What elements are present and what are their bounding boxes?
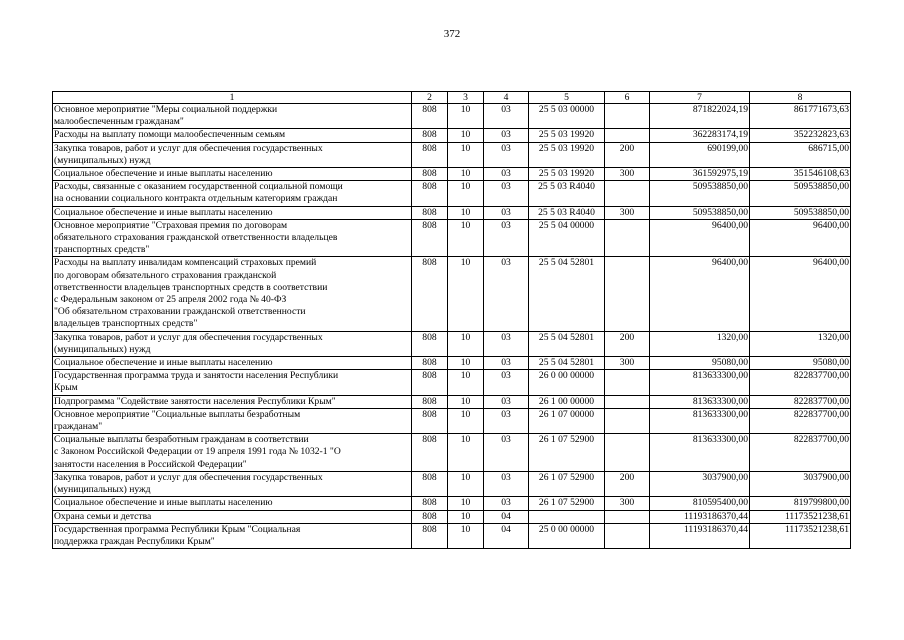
expense-type-cell [605, 370, 650, 395]
row-name-cell: Государственная программа труда и занятости населения Республики Крым [53, 370, 412, 395]
subsection-cell: 03 [484, 181, 529, 206]
section-cell: 10 [448, 395, 484, 408]
amount-cell-2: 11173521238,61 [750, 523, 851, 548]
section-cell: 10 [448, 370, 484, 395]
amount-cell-2: 95080,00 [750, 357, 851, 370]
table-row [53, 523, 851, 548]
amount-cell-1: 813633300,00 [650, 434, 750, 472]
target-article-cell: 25 5 03 00000 [529, 104, 605, 129]
target-article-cell: 26 0 00 00000 [529, 370, 605, 395]
target-article-cell: 26 1 07 52900 [529, 434, 605, 472]
target-article-cell: 26 1 07 00000 [529, 408, 605, 433]
table-row [53, 434, 851, 472]
amount-cell-1: 509538850,00 [650, 181, 750, 206]
table-row [53, 357, 851, 370]
admin-code-cell: 808 [412, 523, 448, 548]
expense-type-cell: 200 [605, 142, 650, 167]
column-header: 4 [484, 92, 529, 104]
expense-type-cell [605, 510, 650, 523]
admin-code-cell: 808 [412, 257, 448, 331]
section-cell: 10 [448, 408, 484, 433]
table-row [53, 219, 851, 257]
row-name-cell: Закупка товаров, работ и услуг для обеспечения государственных (муниципальных) нужд [53, 471, 412, 496]
section-cell: 10 [448, 206, 484, 219]
expense-type-cell [605, 408, 650, 433]
section-cell: 10 [448, 523, 484, 548]
target-article-cell: 26 1 07 52900 [529, 471, 605, 496]
target-article-cell: 25 5 03 R4040 [529, 181, 605, 206]
expense-type-cell [605, 129, 650, 142]
amount-cell-1: 813633300,00 [650, 408, 750, 433]
row-name-cell: Подпрограмма "Содействие занятости населения Республики Крым" [53, 395, 412, 408]
subsection-cell: 03 [484, 257, 529, 331]
amount-cell-1: 362283174,19 [650, 129, 750, 142]
subsection-cell: 03 [484, 331, 529, 356]
amount-cell-1: 361592975,19 [650, 168, 750, 181]
table-row [53, 370, 851, 395]
row-name-cell: Охрана семьи и детства [53, 510, 412, 523]
section-cell: 10 [448, 510, 484, 523]
amount-cell-2: 822837700,00 [750, 408, 851, 433]
section-cell: 10 [448, 331, 484, 356]
amount-cell-1: 813633300,00 [650, 395, 750, 408]
row-name-cell: Расходы на выплату инвалидам компенсаций страховых премий по договорам обязательного страхования гражданской ответственности владельцев транспортных средств в соответствии с Федеральным законом от 25 апреля 2002 года № 40-ФЗ "Об обязательном страховании гражданской ответственности владельцев транспортных средств" [53, 257, 412, 331]
expense-type-cell [605, 395, 650, 408]
target-article-cell: 25 5 03 R4040 [529, 206, 605, 219]
amount-cell-1: 871822024,19 [650, 104, 750, 129]
expense-type-cell: 300 [605, 357, 650, 370]
subsection-cell: 03 [484, 434, 529, 472]
table-row [53, 471, 851, 496]
section-cell: 10 [448, 257, 484, 331]
column-header: 3 [448, 92, 484, 104]
table-row [53, 257, 851, 331]
table-row [53, 181, 851, 206]
page-number: 372 [443, 28, 461, 40]
admin-code-cell: 808 [412, 181, 448, 206]
section-cell: 10 [448, 142, 484, 167]
admin-code-cell: 808 [412, 219, 448, 257]
table-row [53, 395, 851, 408]
expense-type-cell [605, 523, 650, 548]
admin-code-cell: 808 [412, 434, 448, 472]
amount-cell-2: 3037900,00 [750, 471, 851, 496]
amount-cell-2: 822837700,00 [750, 370, 851, 395]
amount-cell-2: 11173521238,61 [750, 510, 851, 523]
expense-type-cell [605, 434, 650, 472]
admin-code-cell: 808 [412, 331, 448, 356]
row-name-cell: Закупка товаров, работ и услуг для обеспечения государственных (муниципальных) нужд [53, 142, 412, 167]
admin-code-cell: 808 [412, 357, 448, 370]
amount-cell-2: 352232823,63 [750, 129, 851, 142]
column-header: 7 [650, 92, 750, 104]
table-row [53, 142, 851, 167]
table-row [53, 497, 851, 510]
row-name-cell: Основное мероприятие "Меры социальной поддержки малообеспеченным гражданам" [53, 104, 412, 129]
subsection-cell: 03 [484, 219, 529, 257]
section-cell: 10 [448, 129, 484, 142]
admin-code-cell: 808 [412, 142, 448, 167]
target-article-cell: 25 5 03 19920 [529, 129, 605, 142]
column-header: 2 [412, 92, 448, 104]
amount-cell-2: 351546108,63 [750, 168, 851, 181]
table-row [53, 331, 851, 356]
subsection-cell: 03 [484, 142, 529, 167]
section-cell: 10 [448, 497, 484, 510]
subsection-cell: 03 [484, 497, 529, 510]
target-article-cell: 25 5 03 19920 [529, 168, 605, 181]
admin-code-cell: 808 [412, 370, 448, 395]
target-article-cell: 25 5 04 52801 [529, 257, 605, 331]
target-article-cell: 25 0 00 00000 [529, 523, 605, 548]
row-name-cell: Расходы, связанные с оказанием государственной социальной помощи на основании социального контракта отдельным категориям граждан [53, 181, 412, 206]
row-name-cell: Социальное обеспечение и иные выплаты населению [53, 206, 412, 219]
subsection-cell: 04 [484, 510, 529, 523]
expense-type-cell [605, 257, 650, 331]
column-header: 5 [529, 92, 605, 104]
target-article-cell: 25 5 03 19920 [529, 142, 605, 167]
admin-code-cell: 808 [412, 129, 448, 142]
amount-cell-2: 822837700,00 [750, 395, 851, 408]
subsection-cell: 03 [484, 206, 529, 219]
table-row [53, 510, 851, 523]
admin-code-cell: 808 [412, 510, 448, 523]
expense-type-cell [605, 219, 650, 257]
admin-code-cell: 808 [412, 168, 448, 181]
table-row [53, 206, 851, 219]
expense-type-cell: 200 [605, 331, 650, 356]
expense-type-cell [605, 104, 650, 129]
admin-code-cell: 808 [412, 104, 448, 129]
amount-cell-2: 1320,00 [750, 331, 851, 356]
admin-code-cell: 808 [412, 395, 448, 408]
section-cell: 10 [448, 434, 484, 472]
row-name-cell: Основное мероприятие "Страховая премия по договорам обязательного страхования гражданской ответственности владельцев транспортных средств" [53, 219, 412, 257]
amount-cell-1: 509538850,00 [650, 206, 750, 219]
admin-code-cell: 808 [412, 408, 448, 433]
expense-type-cell: 300 [605, 206, 650, 219]
section-cell: 10 [448, 181, 484, 206]
row-name-cell: Государственная программа Республики Крым "Социальная поддержка граждан Республики Крым" [53, 523, 412, 548]
row-name-cell: Расходы на выплату помощи малообеспеченным семьям [53, 129, 412, 142]
expense-type-cell [605, 181, 650, 206]
subsection-cell: 03 [484, 168, 529, 181]
amount-cell-2: 509538850,00 [750, 206, 851, 219]
table-row [53, 408, 851, 433]
target-article-cell [529, 510, 605, 523]
table-row [53, 168, 851, 181]
subsection-cell: 03 [484, 104, 529, 129]
amount-cell-1: 96400,00 [650, 219, 750, 257]
row-name-cell: Закупка товаров, работ и услуг для обеспечения государственных (муниципальных) нужд [53, 331, 412, 356]
admin-code-cell: 808 [412, 471, 448, 496]
row-name-cell: Социальное обеспечение и иные выплаты населению [53, 357, 412, 370]
admin-code-cell: 808 [412, 497, 448, 510]
amount-cell-1: 1320,00 [650, 331, 750, 356]
budget-table [52, 91, 851, 549]
table-body [53, 104, 851, 549]
amount-cell-1: 96400,00 [650, 257, 750, 331]
target-article-cell: 25 5 04 00000 [529, 219, 605, 257]
target-article-cell: 25 5 04 52801 [529, 357, 605, 370]
admin-code-cell: 808 [412, 206, 448, 219]
section-cell: 10 [448, 357, 484, 370]
amount-cell-2: 861771673,63 [750, 104, 851, 129]
amount-cell-2: 686715,00 [750, 142, 851, 167]
amount-cell-2: 96400,00 [750, 219, 851, 257]
row-name-cell: Социальное обеспечение и иные выплаты населению [53, 168, 412, 181]
target-article-cell: 26 1 00 00000 [529, 395, 605, 408]
table-row [53, 129, 851, 142]
amount-cell-1: 11193186370,44 [650, 510, 750, 523]
amount-cell-1: 11193186370,44 [650, 523, 750, 548]
section-cell: 10 [448, 219, 484, 257]
expense-type-cell: 200 [605, 471, 650, 496]
section-cell: 10 [448, 104, 484, 129]
subsection-cell: 03 [484, 370, 529, 395]
target-article-cell: 25 5 04 52801 [529, 331, 605, 356]
subsection-cell: 03 [484, 395, 529, 408]
amount-cell-1: 95080,00 [650, 357, 750, 370]
subsection-cell: 03 [484, 408, 529, 433]
amount-cell-1: 690199,00 [650, 142, 750, 167]
subsection-cell: 03 [484, 357, 529, 370]
column-header: 1 [53, 92, 412, 104]
expense-type-cell: 300 [605, 168, 650, 181]
row-name-cell: Социальное обеспечение и иные выплаты населению [53, 497, 412, 510]
subsection-cell: 03 [484, 129, 529, 142]
section-cell: 10 [448, 471, 484, 496]
subsection-cell: 04 [484, 523, 529, 548]
column-header: 6 [605, 92, 650, 104]
amount-cell-1: 3037900,00 [650, 471, 750, 496]
amount-cell-1: 813633300,00 [650, 370, 750, 395]
amount-cell-2: 96400,00 [750, 257, 851, 331]
amount-cell-2: 509538850,00 [750, 181, 851, 206]
table-row [53, 104, 851, 129]
amount-cell-2: 822837700,00 [750, 434, 851, 472]
row-name-cell: Основное мероприятие "Социальные выплаты безработным гражданам" [53, 408, 412, 433]
subsection-cell: 03 [484, 471, 529, 496]
target-article-cell: 26 1 07 52900 [529, 497, 605, 510]
amount-cell-1: 810595400,00 [650, 497, 750, 510]
expense-type-cell: 300 [605, 497, 650, 510]
column-header: 8 [750, 92, 851, 104]
amount-cell-2: 819799800,00 [750, 497, 851, 510]
row-name-cell: Социальные выплаты безработным гражданам в соответствии с Законом Российской Федерации от 19 апреля 1991 года № 1032-1 "О занятости населения в Российской Федерации" [53, 434, 412, 472]
header-row [53, 92, 851, 104]
section-cell: 10 [448, 168, 484, 181]
